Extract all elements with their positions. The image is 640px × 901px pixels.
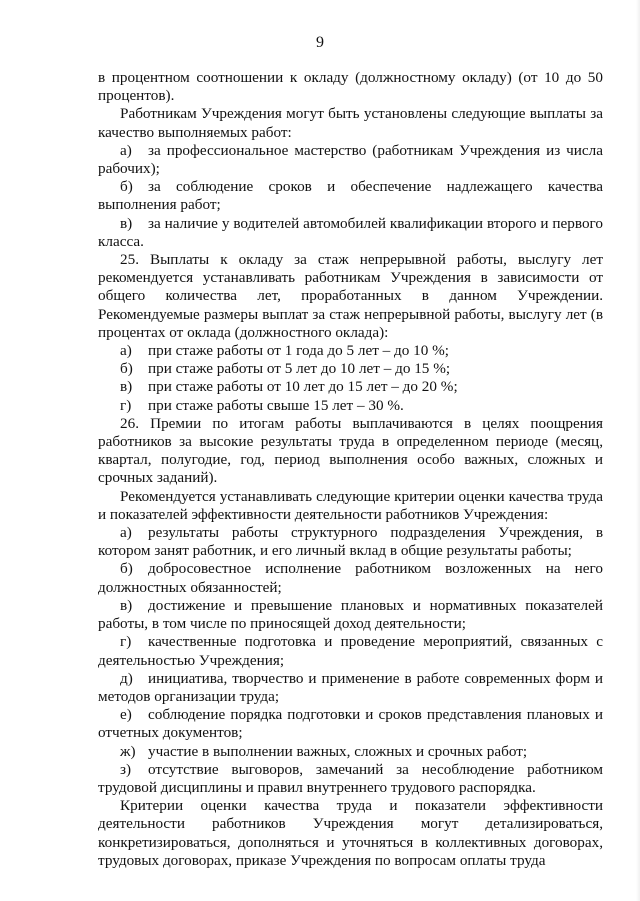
list-item (98, 597, 603, 633)
paragraph-text: Критерии оценки качества труда и показатели эффективности деятельности работников Учреждения могут детализироваться, конкретизироваться, дополняться и уточняться в коллективных договорах, трудовых договорах, приказе Учреждения по вопросам оплаты труда (98, 797, 603, 869)
list-marker: г) (120, 633, 132, 651)
list-marker: з) (120, 760, 132, 778)
list-item (98, 397, 603, 415)
list-item (98, 360, 603, 378)
list-item (98, 706, 603, 742)
paragraph-text: отсутствие выговоров, замечаний за несоблюдение работником трудовой дисциплины и правил внутреннего трудового распорядка. (98, 760, 603, 796)
list-marker: б) (120, 560, 133, 578)
paragraph-text: добросовестное исполнение работником возложенных на него должностных обязанностей; (98, 560, 603, 596)
paragraph-text: за соблюдение сроков и обеспечение надлежащего качества выполнения работ; (98, 178, 603, 214)
scan-edge (636, 0, 640, 901)
paragraph-text: качественные подготовка и проведение мероприятий, связанных с деятельностью Учреждения; (98, 633, 603, 669)
list-marker: в) (120, 596, 133, 614)
paragraph (98, 488, 603, 524)
paragraph (98, 69, 603, 105)
list-item (98, 215, 603, 251)
list-item (98, 633, 603, 669)
list-marker: г) (120, 396, 132, 414)
paragraph-text: инициатива, творчество и применение в работе современных форм и методов организации труда; (98, 669, 603, 705)
list-marker: б) (120, 178, 133, 196)
paragraph (98, 415, 603, 488)
paragraph-text: участие в выполнении важных, сложных и срочных работ; (148, 742, 528, 760)
page-number: 9 (316, 34, 324, 51)
list-marker: а) (120, 141, 132, 159)
paragraph-text: в процентном соотношении к окладу (должностному окладу) (от 10 до 50 процентов). (98, 69, 603, 105)
paragraph-text: при стаже работы от 1 года до 5 лет – до 10 %; (148, 342, 449, 360)
list-item (98, 560, 603, 596)
list-item (98, 743, 603, 761)
paragraph-text: достижение и превышение плановых и нормативных показателей работы, в том числе по приносящей доход деятельности; (98, 596, 603, 633)
list-item (98, 342, 603, 360)
list-item (98, 378, 603, 396)
list-item (98, 178, 603, 214)
list-marker: д) (120, 669, 133, 687)
list-item (98, 142, 603, 178)
list-marker: е) (120, 706, 132, 724)
list-item (98, 761, 603, 797)
paragraph-text: Работникам Учреждения могут быть установлены следующие выплаты за качество выполняемых работ: (98, 105, 603, 141)
list-marker: а) (120, 524, 132, 542)
list-marker: в) (120, 378, 133, 396)
list-marker: ж) (120, 742, 136, 760)
paragraph-text: соблюдение порядка подготовки и сроков представления плановых и отчетных документов; (98, 706, 603, 742)
paragraph (98, 251, 603, 342)
paragraph (98, 797, 603, 870)
paragraph-text: при стаже работы от 10 лет до 15 лет – до 20 %; (148, 378, 458, 396)
paragraph-text: результаты работы структурного подразделения Учреждения, в котором занят работник, и его личный вклад в общие результаты работы; (98, 524, 603, 560)
list-marker: в) (120, 214, 133, 232)
paragraph-text: за профессиональное мастерство (работникам Учреждения из числа рабочих); (98, 141, 603, 178)
list-item (98, 524, 603, 560)
list-item (98, 670, 603, 706)
paragraph-text: Рекомендуется устанавливать следующие критерии оценки качества труда и показателей эффективности деятельности работников Учреждения: (98, 487, 603, 523)
paragraph-text: за наличие у водителей автомобилей квалификации второго и первого класса. (98, 214, 603, 250)
paragraph-text: при стаже работы от 5 лет до 10 лет – до 15 %; (148, 360, 451, 378)
document-body (98, 69, 603, 870)
paragraph (98, 105, 603, 141)
list-marker: а) (120, 342, 132, 360)
paragraph-text: при стаже работы свыше 15 лет – 30 %. (148, 396, 404, 414)
list-marker: б) (120, 360, 133, 378)
paragraph-text: 26. Премии по итогам работы выплачиваются в целях поощрения работников за высокие результаты труда в определенном периоде (месяц, квартал, полугодие, год, период выполнения особо важных, сложных и срочных заданий). (98, 414, 603, 487)
paragraph-text: 25. Выплаты к окладу за стаж непрерывной работы, выслугу лет рекомендуется устанавливать работникам Учреждения в зависимости от общего количества лет, проработанных в данном Учреждении. Рекомендуемые размеры выплат за стаж непрерывной работы, выслугу лет (в процентах от оклада (должностного оклада): (98, 251, 603, 341)
